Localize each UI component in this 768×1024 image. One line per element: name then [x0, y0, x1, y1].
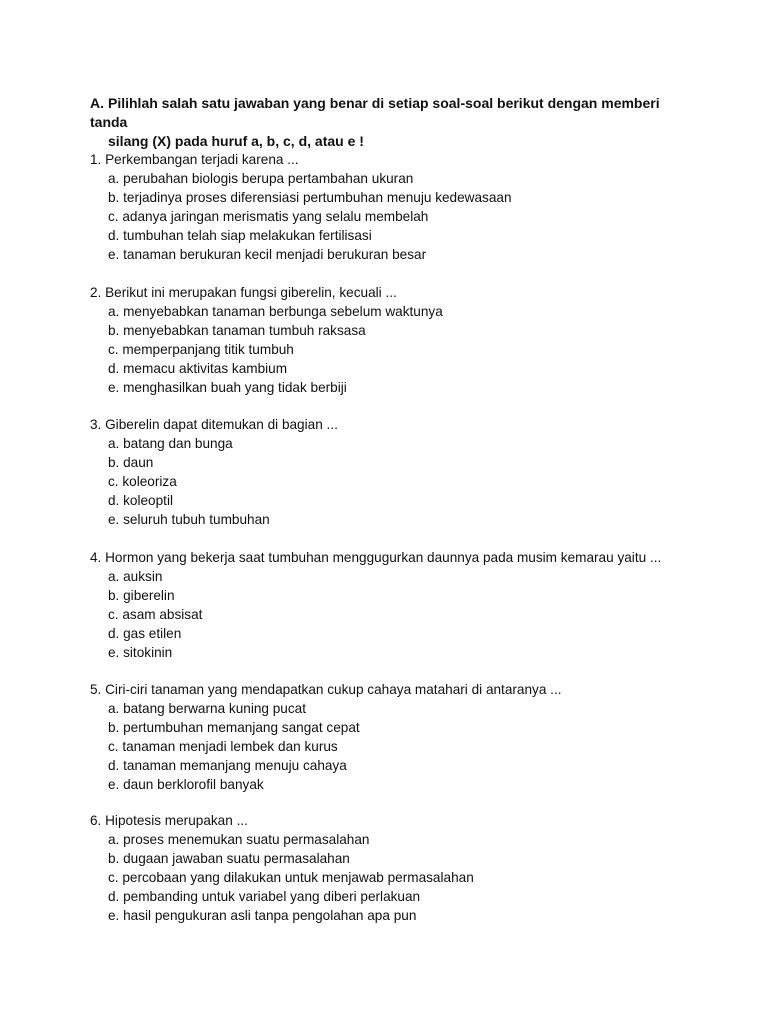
question-stem: 3. Giberelin dapat ditemukan di bagian ... [90, 417, 338, 432]
instruction-text-1: Pilihlah salah satu jawaban yang benar di setiap soal-soal berikut dengan memberi tanda [90, 95, 660, 130]
answer-option-b[interactable]: b. dugaan jawaban suatu permasalahan [108, 851, 350, 866]
answer-option-a[interactable]: a. batang berwarna kuning pucat [108, 701, 307, 716]
answer-option-c[interactable]: c. asam absisat [108, 607, 203, 622]
question-3 [90, 415, 730, 529]
question-stem: 1. Perkembangan terjadi karena ... [90, 152, 299, 167]
instruction-line-2: silang (X) pada huruf a, b, c, d, atau e ! [108, 133, 364, 149]
answer-option-d[interactable]: d. gas etilen [108, 626, 182, 641]
question-stem: 4. Hormon yang bekerja saat tumbuhan menggugurkan daunnya pada musim kemarau yaitu ... [90, 550, 662, 565]
answer-option-b[interactable]: b. menyebabkan tanaman tumbuh raksasa [108, 323, 366, 338]
question-1 [90, 150, 730, 264]
answer-option-a[interactable]: a. perubahan biologis berupa pertambahan ukuran [108, 171, 414, 186]
answer-option-d[interactable]: d. tumbuhan telah siap melakukan fertilisasi [108, 228, 372, 243]
question-2 [90, 283, 730, 397]
section-marker: A. [90, 95, 104, 111]
question-4 [90, 548, 730, 662]
answer-option-e[interactable]: e. daun berklorofil banyak [108, 777, 264, 792]
answer-option-e[interactable]: e. seluruh tubuh tumbuhan [108, 512, 270, 527]
answer-option-e[interactable]: e. hasil pengukuran asli tanpa pengolahan apa pun [108, 908, 417, 923]
answer-option-b[interactable]: b. giberelin [108, 588, 175, 603]
question-stem: 6. Hipotesis merupakan ... [90, 813, 248, 828]
question-5 [90, 680, 730, 794]
answer-option-a[interactable]: a. menyebabkan tanaman berbunga sebelum waktunya [108, 304, 443, 319]
answer-option-b[interactable]: b. daun [108, 455, 154, 470]
answer-option-b[interactable]: b. terjadinya proses diferensiasi pertumbuhan menuju kedewasaan [108, 190, 512, 205]
answer-option-c[interactable]: c. tanaman menjadi lembek dan kurus [108, 739, 338, 754]
answer-option-d[interactable]: d. koleoptil [108, 493, 173, 508]
answer-option-d[interactable]: d. tanaman memanjang menuju cahaya [108, 758, 347, 773]
instruction-line-1 [90, 94, 690, 132]
answer-option-b[interactable]: b. pertumbuhan memanjang sangat cepat [108, 720, 360, 735]
answer-option-d[interactable]: d. memacu aktivitas kambium [108, 361, 288, 376]
answer-option-a[interactable]: a. proses menemukan suatu permasalahan [108, 832, 370, 847]
answer-option-e[interactable]: e. tanaman berukuran kecil menjadi berukuran besar [108, 247, 427, 262]
answer-option-c[interactable]: c. percobaan yang dilakukan untuk menjawab permasalahan [108, 870, 474, 885]
question-6 [90, 811, 730, 925]
answer-option-c[interactable]: c. memperpanjang titik tumbuh [108, 342, 294, 357]
question-stem: 5. Ciri-ciri tanaman yang mendapatkan cukup cahaya matahari di antaranya ... [90, 682, 562, 697]
question-stem: 2. Berikut ini merupakan fungsi giberelin, kecuali ... [90, 285, 397, 300]
answer-option-a[interactable]: a. auksin [108, 569, 163, 584]
answer-option-c[interactable]: c. koleoriza [108, 474, 177, 489]
section-instruction [90, 94, 690, 151]
answer-option-e[interactable]: e. menghasilkan buah yang tidak berbiji [108, 380, 347, 395]
answer-option-d[interactable]: d. pembanding untuk variabel yang diberi perlakuan [108, 889, 421, 904]
answer-option-a[interactable]: a. batang dan bunga [108, 436, 233, 451]
answer-option-e[interactable]: e. sitokinin [108, 645, 173, 660]
answer-option-c[interactable]: c. adanya jaringan merismatis yang selalu membelah [108, 209, 429, 224]
